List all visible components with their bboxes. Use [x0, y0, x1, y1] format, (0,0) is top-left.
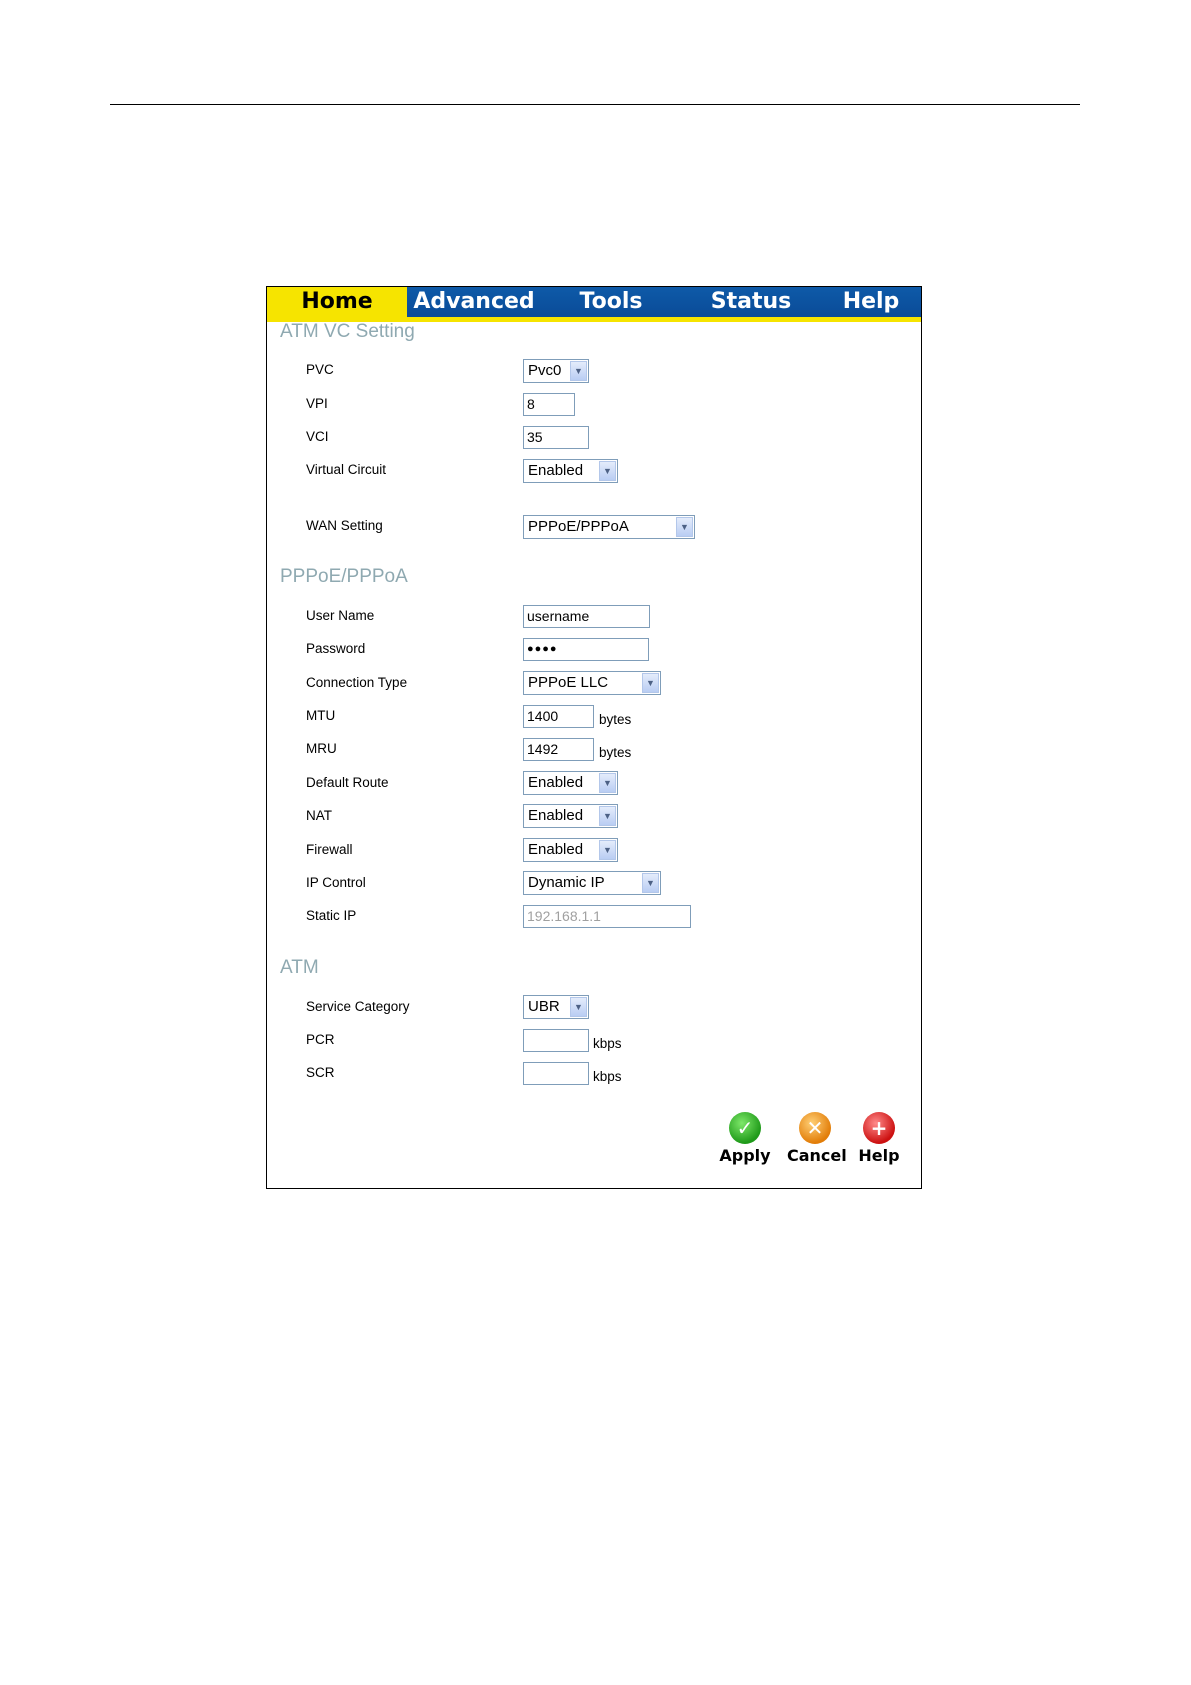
virtual-circuit-label: Virtual Circuit — [306, 462, 387, 477]
ip-control-value: Dynamic IP — [528, 874, 605, 891]
mru-input[interactable]: 1492 — [523, 738, 594, 761]
firewall-label: Firewall — [306, 842, 353, 857]
chevron-down-icon: ▼ — [676, 517, 693, 537]
default-route-label: Default Route — [306, 775, 389, 790]
password-label: Password — [306, 641, 366, 656]
chevron-down-icon: ▼ — [570, 361, 587, 381]
scr-unit: kbps — [593, 1069, 622, 1084]
vpi-label: VPI — [306, 396, 328, 411]
virtual-circuit-value: Enabled — [528, 462, 584, 479]
wan-setting-select[interactable] — [523, 515, 695, 539]
help-button[interactable] — [851, 1112, 907, 1165]
plus-icon: + — [863, 1112, 895, 1144]
tab-tools[interactable] — [541, 287, 681, 317]
connection-type-value: PPPoE LLC — [528, 674, 609, 691]
mru-unit: bytes — [599, 745, 632, 760]
scr-input[interactable] — [523, 1062, 589, 1085]
router-config-panel — [266, 286, 922, 1189]
vci-input[interactable]: 35 — [523, 426, 589, 449]
chevron-down-icon: ▼ — [599, 773, 616, 793]
chevron-down-icon: ▼ — [570, 997, 587, 1017]
mtu-unit: bytes — [599, 712, 632, 727]
mru-label: MRU — [306, 741, 337, 756]
user-name-label: User Name — [306, 608, 375, 623]
pvc-label: PVC — [306, 362, 334, 377]
ip-control-label: IP Control — [306, 875, 366, 890]
section-title-atm: ATM — [280, 957, 319, 978]
connection-type-select[interactable] — [523, 671, 661, 695]
password-input[interactable]: ●●●● — [523, 638, 649, 661]
pcr-unit: kbps — [593, 1036, 622, 1051]
default-route-value: Enabled — [528, 774, 584, 791]
tab-help[interactable] — [821, 287, 921, 317]
tab-tools-label: Tools — [579, 289, 643, 314]
mtu-input[interactable]: 1400 — [523, 705, 594, 728]
section-title-pppoe: PPPoE/PPPoA — [280, 566, 408, 587]
pvc-select[interactable] — [523, 359, 589, 383]
cancel-label: Cancel — [787, 1146, 847, 1165]
checkmark-icon: ✓ — [729, 1112, 761, 1144]
chevron-down-icon: ▼ — [599, 840, 616, 860]
virtual-circuit-select[interactable] — [523, 459, 618, 483]
apply-label: Apply — [719, 1146, 771, 1165]
vci-label: VCI — [306, 429, 329, 444]
default-route-select[interactable] — [523, 771, 618, 795]
x-icon: ✕ — [799, 1112, 831, 1144]
section-title-atm-vc: ATM VC Setting — [280, 321, 415, 342]
wan-setting-label: WAN Setting — [306, 518, 383, 533]
nat-value: Enabled — [528, 807, 584, 824]
user-name-input[interactable]: username — [523, 605, 650, 628]
static-ip-label: Static IP — [306, 908, 357, 923]
scr-label: SCR — [306, 1065, 335, 1080]
service-category-select[interactable] — [523, 995, 589, 1019]
tab-status[interactable] — [681, 287, 821, 317]
vpi-input[interactable]: 8 — [523, 393, 575, 416]
tab-home-label: Home — [301, 289, 373, 314]
wan-setting-value: PPPoE/PPPoA — [528, 518, 629, 535]
cancel-button[interactable] — [787, 1112, 847, 1165]
tab-help-label: Help — [842, 289, 900, 314]
static-ip-input[interactable]: 192.168.1.1 — [523, 905, 691, 928]
help-label: Help — [858, 1146, 900, 1165]
chevron-down-icon: ▼ — [642, 673, 659, 693]
service-category-label: Service Category — [306, 999, 410, 1014]
pvc-value: Pvc0 — [528, 362, 562, 379]
connection-type-label: Connection Type — [306, 675, 408, 690]
tab-status-label: Status — [710, 289, 792, 314]
tab-home[interactable] — [267, 287, 407, 317]
nat-label: NAT — [306, 808, 332, 823]
firewall-value: Enabled — [528, 841, 584, 858]
service-category-value: UBR — [528, 998, 560, 1015]
tab-bar — [267, 287, 921, 323]
tab-advanced-label: Advanced — [413, 289, 535, 314]
chevron-down-icon: ▼ — [599, 461, 616, 481]
pcr-input[interactable] — [523, 1029, 589, 1052]
pcr-label: PCR — [306, 1032, 335, 1047]
tab-advanced[interactable] — [407, 287, 541, 317]
nat-select[interactable] — [523, 804, 618, 828]
page-header-rule — [110, 104, 1080, 105]
firewall-select[interactable] — [523, 838, 618, 862]
apply-button[interactable] — [717, 1112, 773, 1165]
chevron-down-icon: ▼ — [642, 873, 659, 893]
chevron-down-icon: ▼ — [599, 806, 616, 826]
ip-control-select[interactable] — [523, 871, 661, 895]
mtu-label: MTU — [306, 708, 336, 723]
